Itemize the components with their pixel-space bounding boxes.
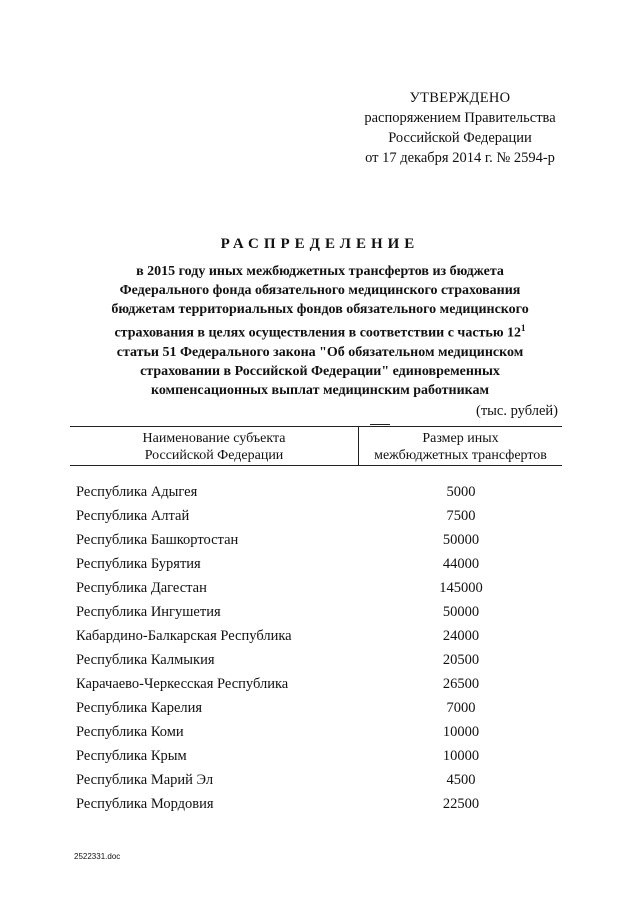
table-row bbox=[70, 768, 562, 792]
row-amount: 10000 bbox=[442, 724, 480, 740]
approval-heading: УТВЕРЖДЕНО bbox=[409, 90, 511, 106]
table-row bbox=[70, 720, 562, 744]
row-region: Республика Карелия bbox=[76, 700, 203, 716]
distribution-table bbox=[70, 426, 562, 812]
table-row bbox=[70, 648, 562, 672]
subtitle-line-3: бюджетам территориальных фондов обязательного медицинского bbox=[111, 302, 529, 317]
header-col-amount bbox=[359, 430, 562, 464]
table-row bbox=[70, 624, 562, 648]
table-body bbox=[70, 480, 562, 816]
subtitle-line-1: в 2015 году иных межбюджетных трансфертов из бюджета bbox=[136, 264, 504, 279]
header-col-region-line-2: Российской Федерации bbox=[144, 448, 284, 463]
header-mark bbox=[370, 424, 390, 425]
row-region: Республика Марий Эл bbox=[76, 772, 214, 788]
approval-line-3: от 17 декабря 2014 г. № 2594-р bbox=[365, 150, 555, 166]
row-amount: 5000 bbox=[446, 484, 476, 500]
row-amount: 7000 bbox=[446, 700, 476, 716]
subtitle-line-4-text: страхования в целях осуществления в соответствии с частью 12 bbox=[114, 325, 522, 341]
document-title: РАСПРЕДЕЛЕНИЕ bbox=[220, 236, 420, 252]
table-row bbox=[70, 792, 562, 816]
row-region: Республика Коми bbox=[76, 724, 184, 740]
document-subtitle bbox=[60, 262, 580, 400]
table-row bbox=[70, 504, 562, 528]
row-region: Республика Алтай bbox=[76, 508, 190, 524]
row-amount: 7500 bbox=[446, 508, 476, 524]
table-row bbox=[70, 528, 562, 552]
row-region: Республика Башкортостан bbox=[76, 532, 239, 548]
file-name-footer: 2522331.doc bbox=[74, 852, 121, 861]
table-row bbox=[70, 744, 562, 768]
header-col-amount-line-2: межбюджетных трансфертов bbox=[374, 448, 547, 463]
row-amount: 10000 bbox=[442, 748, 480, 764]
row-amount: 50000 bbox=[442, 532, 480, 548]
row-amount: 145000 bbox=[439, 580, 483, 596]
subtitle-line-2: Федерального фонда обязательного медицинского страхования bbox=[119, 283, 521, 298]
table-row bbox=[70, 576, 562, 600]
table-row bbox=[70, 672, 562, 696]
approval-block bbox=[340, 88, 580, 168]
row-region: Республика Бурятия bbox=[76, 556, 201, 572]
row-amount: 24000 bbox=[442, 628, 480, 644]
approval-line-2: Российской Федерации bbox=[388, 130, 532, 146]
table-row bbox=[70, 696, 562, 720]
units-label: (тыс. рублей) bbox=[476, 403, 558, 419]
header-col-region bbox=[70, 430, 358, 464]
row-amount: 26500 bbox=[442, 676, 480, 692]
row-region: Республика Адыгея bbox=[76, 484, 198, 500]
row-region: Республика Калмыкия bbox=[76, 652, 215, 668]
header-col-region-line-1: Наименование субъекта bbox=[142, 431, 286, 446]
header-col-amount-line-1: Размер иных bbox=[422, 431, 499, 446]
row-region: Республика Мордовия bbox=[76, 796, 214, 812]
row-amount: 20500 bbox=[442, 652, 480, 668]
subtitle-line-5: статьи 51 Федерального закона "Об обязательном медицинском bbox=[116, 344, 524, 360]
subtitle-line-6: страховании в Российской Федерации" единовременных bbox=[140, 363, 500, 379]
row-amount: 22500 bbox=[442, 796, 480, 812]
subtitle-superscript: 1 bbox=[521, 323, 526, 333]
row-amount: 4500 bbox=[446, 772, 476, 788]
row-region: Республика Дагестан bbox=[76, 580, 207, 596]
row-amount: 44000 bbox=[442, 556, 480, 572]
row-region: Республика Крым bbox=[76, 748, 187, 764]
table-row bbox=[70, 552, 562, 576]
subtitle-line-7: компенсационных выплат медицинским работникам bbox=[150, 382, 490, 398]
approval-line-1: распоряжением Правительства bbox=[364, 110, 556, 126]
row-region: Карачаево-Черкесская Республика bbox=[76, 676, 289, 692]
table-header bbox=[70, 426, 562, 466]
table-row bbox=[70, 480, 562, 504]
table-row bbox=[70, 600, 562, 624]
row-region: Кабардино-Балкарская Республика bbox=[76, 628, 292, 644]
row-region: Республика Ингушетия bbox=[76, 604, 221, 620]
row-amount: 50000 bbox=[442, 604, 480, 620]
subtitle-line-4 bbox=[60, 319, 580, 343]
